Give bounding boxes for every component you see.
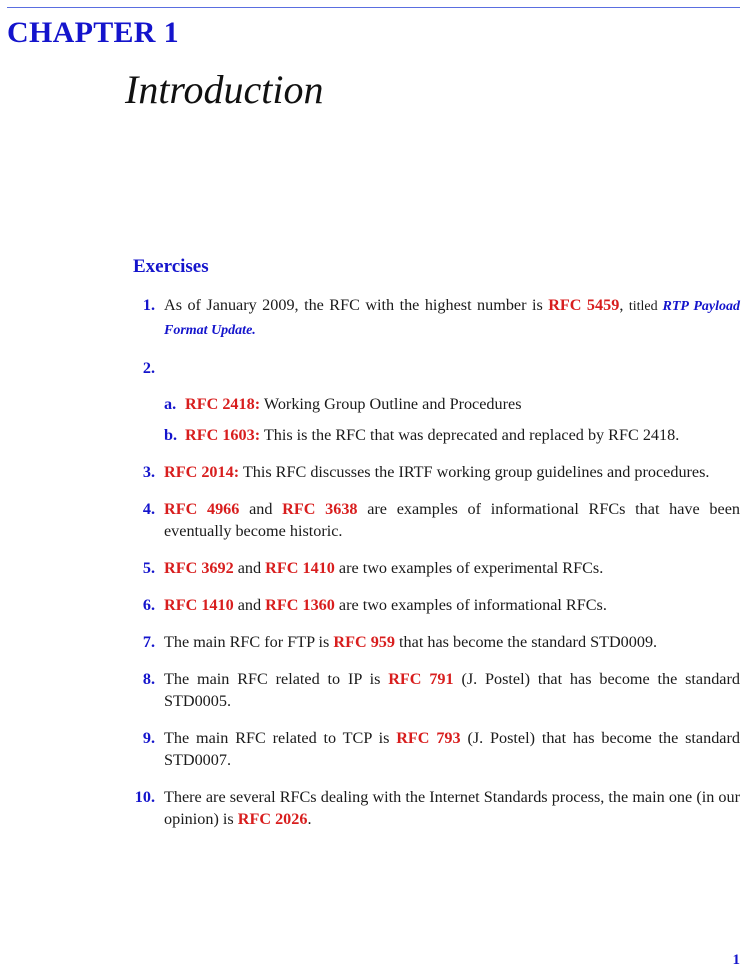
exercise-number: 4.: [142, 500, 155, 518]
exercise-text: that has become the standard STD0009.: [395, 633, 658, 651]
rfc-reference: RFC 791: [388, 670, 454, 688]
exercise-3: [128, 461, 740, 483]
exercise-7: [128, 631, 740, 653]
exercise-number: 8.: [142, 670, 155, 688]
exercise-number: 9.: [142, 729, 155, 747]
exercise-text: are examples of informational RFCs that have been eventually become historic.: [164, 500, 740, 540]
page-number: 1: [732, 952, 740, 968]
rfc-reference: RFC 4966: [164, 500, 240, 518]
exercise-5: 5. RFC 3692 and RFC 1410 are two examples of experimental RFCs.: [142, 559, 604, 577]
exercise-list: [128, 294, 740, 845]
sub-exercise-b: [164, 424, 740, 446]
sub-exercise-letter: a.: [164, 395, 177, 413]
chapter-label: CHAPTER 1: [7, 16, 179, 49]
exercise-text: Working Group Outline and Procedures: [260, 395, 522, 413]
rfc-reference: RFC 1410: [164, 596, 234, 614]
exercise-number: 5.: [142, 559, 155, 577]
exercise-text: The main RFC related to TCP is: [164, 729, 397, 747]
exercise-number: 10.: [134, 788, 155, 806]
exercise-8: [128, 668, 740, 712]
exercise-text: .: [307, 810, 312, 828]
rfc-reference: RFC 2026: [237, 810, 308, 828]
section-title: Exercises: [133, 256, 209, 277]
rfc-reference: RFC 2014:: [164, 463, 240, 481]
exercise-1: 1. As of January 2009, the RFC with the highest number is RFC 5459, titled RTP Payload Format Update.: [142, 296, 741, 338]
rfc-reference: RFC 1410: [265, 559, 335, 577]
sub-exercise-a: [164, 393, 740, 415]
exercise-6: 6. RFC 1410 and RFC 1360 are two examples of informational RFCs.: [142, 596, 607, 614]
exercise-2: [128, 357, 740, 446]
rfc-title-link[interactable]: RTP Payload Format Update: [164, 299, 741, 338]
rfc-reference: RFC 793: [396, 729, 461, 747]
exercise-number: 3.: [142, 463, 155, 481]
exercise-number: 1.: [142, 296, 155, 314]
rfc-reference: RFC 3692: [164, 559, 234, 577]
exercise-9: [128, 727, 740, 771]
exercise-number: 2.: [142, 359, 155, 377]
rfc-reference: RFC 959: [333, 633, 395, 651]
exercise-text: are two examples of informational RFCs.: [334, 596, 607, 614]
rfc-reference: RFC 3638: [282, 500, 358, 518]
sub-exercise-list: [164, 393, 740, 446]
exercise-text: The main RFC related to IP is: [164, 670, 389, 688]
exercise-4: 4. RFC 4966 and RFC 3638 are examples of informational RFCs that have been eventually become historic.: [142, 500, 740, 540]
exercise-text: This is the RFC that was deprecated and replaced by RFC 2418.: [260, 426, 680, 444]
rfc-reference: RFC 5459: [548, 296, 620, 314]
exercise-text: The main RFC for FTP is: [164, 633, 334, 651]
exercise-text: (J. Postel) that has become the standard STD0007.: [164, 729, 740, 769]
exercise-text: titled: [628, 299, 663, 314]
chapter-title: Introduction: [125, 67, 324, 112]
exercise-text: This RFC discusses the IRTF working group guidelines and procedures.: [239, 463, 710, 481]
exercise-text: As of January 2009, the RFC with the highest number is: [164, 296, 549, 314]
exercise-10: [128, 786, 740, 830]
sub-exercise-letter: b.: [164, 426, 178, 444]
rfc-reference: RFC 1603:: [185, 426, 261, 444]
exercise-text: There are several RFCs dealing with the Internet Standards process, the main one (in our opinion) is: [164, 788, 740, 828]
exercise-text: are two examples of experimental RFCs.: [334, 559, 604, 577]
exercise-number: 7.: [142, 633, 155, 651]
exercise-text: (J. Postel) that has become the standard STD0005.: [164, 670, 740, 710]
exercise-number: 6.: [142, 596, 155, 614]
rfc-reference: RFC 1360: [265, 596, 335, 614]
top-rule: [7, 7, 740, 8]
rfc-reference: RFC 2418:: [185, 395, 261, 413]
